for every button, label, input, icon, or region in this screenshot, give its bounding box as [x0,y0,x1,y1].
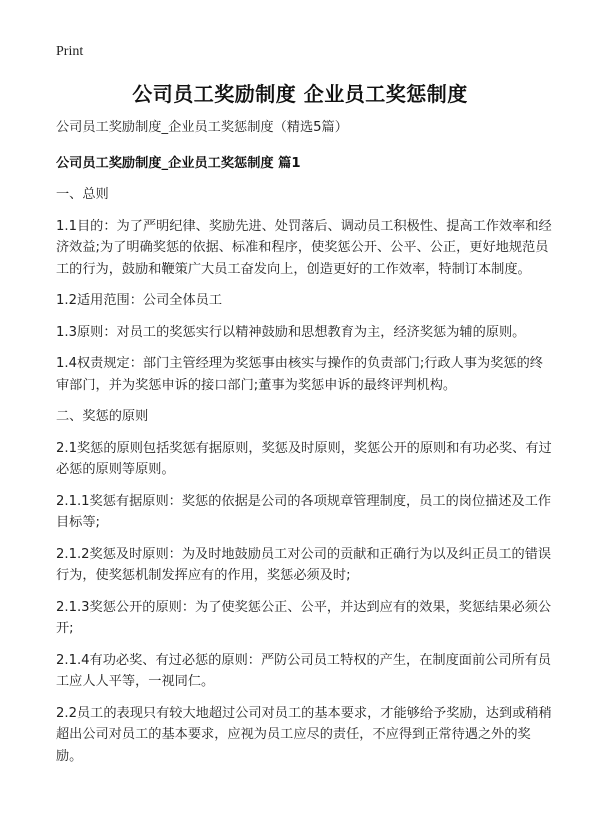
paragraph-1-3: 1.3原则：对员工的奖惩实行以精神鼓励和思想教育为主，经济奖惩为辅的原则。 [56,324,526,340]
page-title: 公司员工奖励制度 企业员工奖惩制度 [132,82,468,106]
print-link[interactable]: Print [56,44,84,59]
paragraph-2-1-1: 2.1.1奖惩有据原则：奖惩的依据是公司的各项规章管理制度，员工的岗位描述及工作目标等; [56,493,552,530]
section-title: 公司员工奖励制度_企业员工奖惩制度 篇1 [56,155,301,171]
paragraph-2-1: 2.1奖惩的原则包括奖惩有据原则，奖惩及时原则，奖惩公开的原则和有功必奖、有过必惩的原则等原则。 [56,440,552,477]
paragraph-1-4: 1.4权责规定：部门主管经理为奖惩事由核实与操作的负责部门;行政人事为奖惩的终审部门，并为奖惩申诉的接口部门;董事为奖惩申诉的最终评判机构。 [56,356,543,393]
paragraph-2-1-2: 2.1.2奖惩及时原则：为及时地鼓励员工对公司的贡献和正确行为以及纠正员工的错误行为，使奖惩机制发挥应有的作用，奖惩必须及时; [56,546,552,583]
heading-principles: 二、奖惩的原则 [56,409,149,424]
paragraph-2-1-3: 2.1.3奖惩公开的原则：为了使奖惩公正、公平，并达到应有的效果，奖惩结果必须公开; [56,599,552,636]
document-subtitle: 公司员工奖励制度_企业员工奖惩制度（精选5篇） [56,120,348,135]
heading-general: 一、总则 [56,187,109,202]
paragraph-1-1: 1.1目的：为了严明纪律、奖励先进、处罚落后、调动员工积极性、提高工作效率和经济效益;为了明确奖惩的依据、标准和程序，使奖惩公开、公平、公正，更好地规范员工的行为，鼓励和鞭策广大员工奋发向上，创造更好的工作效率，特制订本制度。 [56,218,552,277]
paragraph-2-2: 2.2员工的表现只有较大地超过公司对员工的基本要求，才能够给予奖励，达到或稍稍超出公司对员工的基本要求，应视为员工应尽的责任，不应得到正常待遇之外的奖励。 [56,705,552,764]
paragraph-2-1-4: 2.1.4有功必奖、有过必惩的原则：严防公司员工特权的产生，在制度面前公司所有员工应人人平等，一视同仁。 [56,652,552,689]
document-body [56,117,552,777]
paragraph-1-2: 1.2适用范围：公司全体员工 [56,293,223,308]
